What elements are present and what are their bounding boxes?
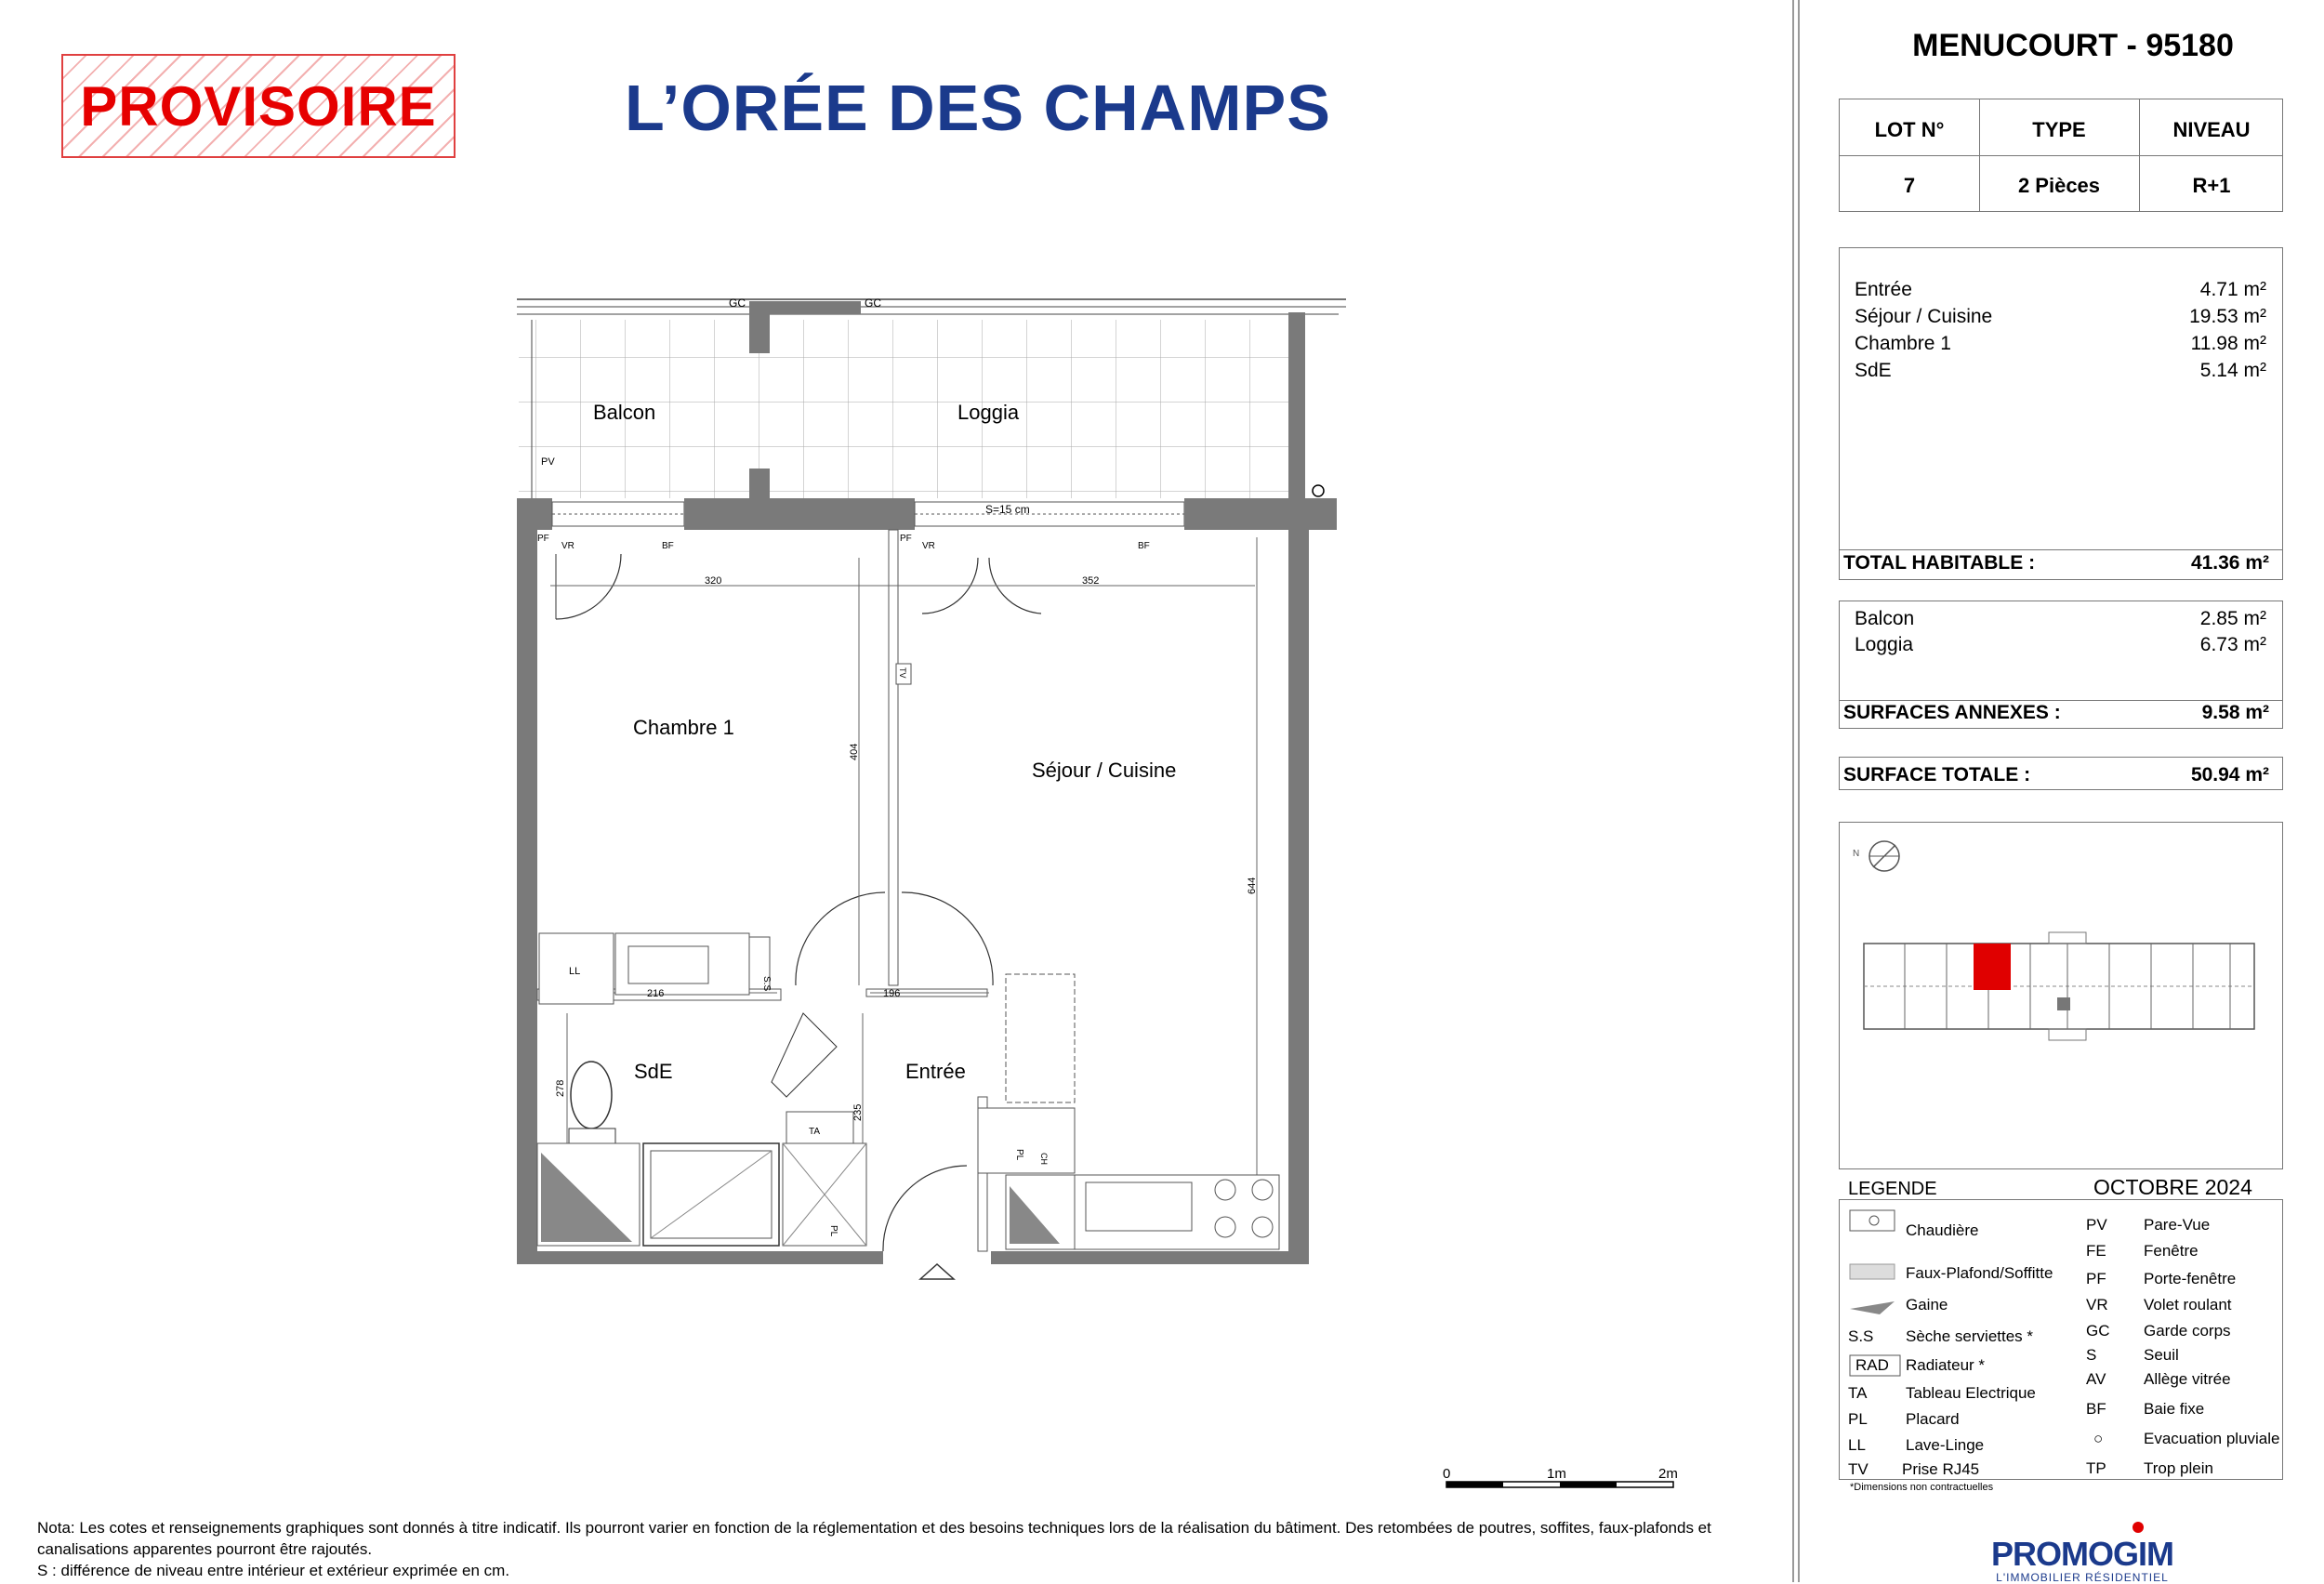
legend-item: PV Pare-Vue	[2086, 1216, 2211, 1234]
fridge-icon	[1006, 974, 1075, 1102]
wall	[991, 1251, 1309, 1264]
dimension-label: 352	[1082, 575, 1100, 587]
ss-label: S.S	[761, 976, 772, 992]
label-entree: Entrée	[905, 1060, 966, 1083]
svg-text:N: N	[1853, 849, 1860, 859]
dimension-label: 216	[647, 988, 665, 999]
kitchen-counter	[1075, 1175, 1279, 1249]
frame-line-left	[1792, 0, 1794, 1582]
type-value: 2 Pièces	[2017, 174, 2101, 197]
legend-item: GC Garde corps	[2086, 1322, 2231, 1340]
vr-label: VR	[922, 541, 935, 551]
pf-label: PF	[900, 534, 912, 544]
legend-item: TA Tableau Electrique	[1848, 1384, 2036, 1402]
partition	[889, 530, 898, 985]
project-title: L’ORÉE DES CHAMPS	[625, 72, 1331, 144]
boiler-icon	[1850, 1210, 1895, 1231]
promogim-logo	[1991, 1521, 2173, 1584]
lot-value: 7	[1903, 174, 1916, 197]
stamp-text: PROVISOIRE	[80, 74, 437, 138]
ta-label: TA	[809, 1127, 821, 1137]
provisional-stamp	[61, 54, 456, 158]
wall	[517, 530, 537, 1264]
label-loggia: Loggia	[957, 401, 1020, 424]
label-chambre: Chambre 1	[633, 716, 734, 739]
gc-label: GC	[865, 297, 881, 310]
legend-item: PF Porte-fenêtre	[2086, 1270, 2237, 1287]
dimension-label: 320	[705, 575, 722, 587]
floor-plan	[502, 279, 1357, 1301]
annex-row: Balcon 2.85 m²	[1855, 608, 2266, 629]
threshold-label: S=15 cm	[985, 503, 1030, 516]
surfaces-annexes-row: SURFACES ANNEXES : 9.58 m²	[1843, 702, 2269, 723]
scale-bar	[1432, 1461, 1692, 1498]
city-title: MENUCOURT - 95180	[1912, 28, 2234, 63]
legend-item: BF Baie fixe	[2086, 1400, 2205, 1418]
dimension-label: 235	[852, 1103, 864, 1121]
vr-label: VR	[561, 541, 574, 551]
label-sde: SdE	[634, 1060, 673, 1083]
brand-tagline: L'IMMOBILIER RÉSIDENTIEL	[1996, 1571, 2169, 1584]
level-header: NIVEAU	[2172, 118, 2251, 141]
brand-name: PROMOGIM	[1991, 1535, 2173, 1573]
pl-label: PL	[1014, 1149, 1024, 1161]
wall	[1184, 498, 1337, 530]
room-row: Entrée 4.71 m²	[1855, 279, 2266, 300]
footnote-line: S : différence de niveau entre intérieur et extérieur exprimée en cm.	[37, 1562, 510, 1579]
scale-0: 0	[1443, 1466, 1451, 1482]
annex-row: Loggia 6.73 m²	[1855, 634, 2266, 655]
level-value: R+1	[2192, 174, 2231, 197]
dimension-label: 404	[849, 743, 860, 760]
scale-1m: 1m	[1547, 1466, 1566, 1482]
lot-table	[1839, 99, 2283, 212]
vanity-icon	[615, 933, 749, 995]
false-ceiling-icon	[1850, 1264, 1895, 1279]
footnote-line: Nota: Les cotes et renseignements graphiques sont donnés à titre indicatif. Ils pourront varier en fonction de la réglementation et des besoins techniques lors de la réalisation du bâtiment. Des retombées de poutres, soffites, faux-plafonds et	[37, 1519, 1711, 1537]
frame-line-left-inner	[1798, 0, 1800, 1582]
bf-label: BF	[1138, 541, 1150, 551]
legend-item: RAD Radiateur *	[1855, 1356, 1986, 1374]
pl-label: PL	[828, 1225, 838, 1237]
boiler-cupboard	[978, 1108, 1075, 1173]
legend-item: AV Allège vitrée	[2086, 1370, 2231, 1388]
legend-item: TP Trop plein	[2086, 1459, 2213, 1477]
label-sejour: Séjour / Cuisine	[1032, 759, 1177, 782]
dimensions-note: *Dimensions non contractuelles	[1850, 1482, 1994, 1493]
wall	[684, 498, 915, 530]
legend-item: TV Prise RJ45	[1848, 1460, 1980, 1478]
legend-title: LEGENDE	[1848, 1179, 1937, 1199]
ch-label: CH	[1039, 1153, 1049, 1165]
legend-symbols	[1848, 1205, 1904, 1381]
legend-item: Chaudière	[1906, 1221, 1979, 1239]
toilet-icon	[571, 1062, 612, 1129]
surface-totale-row: SURFACE TOTALE : 50.94 m²	[1843, 764, 2269, 785]
legend-item: FE Fenêtre	[2086, 1242, 2199, 1260]
gc-label: GC	[729, 297, 746, 310]
total-habitable-row: TOTAL HABITABLE : 41.36 m²	[1843, 552, 2269, 574]
room-row: SdE 5.14 m²	[1855, 360, 2266, 381]
key-plan-highlight	[1974, 944, 2011, 990]
wall	[1288, 312, 1305, 498]
wall	[517, 1251, 883, 1264]
legend-item: Gaine	[1906, 1296, 1948, 1313]
room-row: Chambre 1 11.98 m²	[1855, 333, 2266, 354]
legend-item: S Seuil	[2086, 1346, 2179, 1364]
logo-mark	[1991, 1522, 2173, 1533]
pv-label: PV	[541, 456, 555, 468]
legend-item: PL Placard	[1848, 1410, 1960, 1428]
dimension-label: 278	[555, 1079, 566, 1097]
wall	[1288, 530, 1309, 1264]
lot-header: LOT N°	[1874, 118, 1945, 141]
footnote-line: canalisations apparentes pourront être rajoutés.	[37, 1540, 373, 1558]
tv-label: TV	[898, 667, 907, 679]
dimension-label: 644	[1247, 877, 1258, 894]
footnote	[37, 1517, 1748, 1581]
legend-item: S.S Sèche serviettes *	[1848, 1327, 2034, 1345]
key-plan-box	[1839, 822, 2283, 1169]
duct-icon	[1850, 1301, 1895, 1314]
legend-item: LL Lave-Linge	[1848, 1436, 1985, 1454]
legend-item: VR Volet roulant	[2086, 1296, 2232, 1313]
type-header: TYPE	[2032, 118, 2086, 141]
legend-item: ○ Evacuation pluviale	[2093, 1430, 2280, 1447]
key-plan	[1840, 823, 2284, 1170]
drain-icon	[1313, 485, 1324, 496]
wall	[749, 469, 770, 498]
bf-label: BF	[662, 541, 674, 551]
legend-item: Faux-Plafond/Soffitte	[1906, 1264, 2053, 1282]
entrance-marker-icon	[920, 1264, 954, 1279]
room-row: Séjour / Cuisine 19.53 m²	[1855, 306, 2266, 327]
wall	[749, 301, 861, 314]
scale-2m: 2m	[1658, 1466, 1678, 1482]
wall	[517, 498, 552, 530]
ll-label: LL	[569, 966, 581, 977]
dimension-label: 196	[883, 988, 901, 999]
label-balcon: Balcon	[593, 401, 656, 424]
date-label: OCTOBRE 2024	[2093, 1175, 2252, 1199]
pf-label: PF	[537, 534, 549, 544]
